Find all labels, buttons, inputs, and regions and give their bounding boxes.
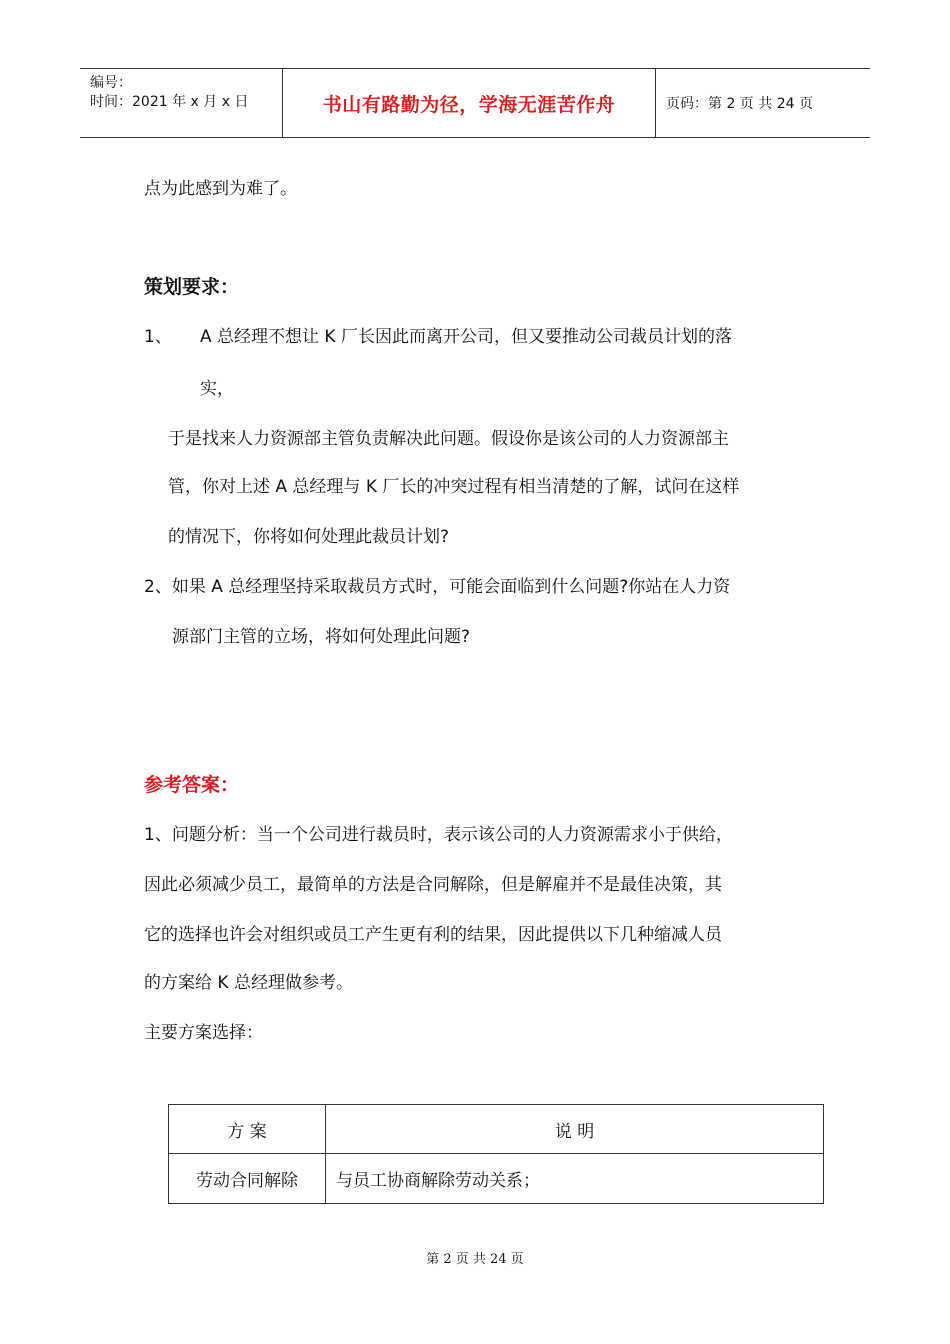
- ans1-line-2: 因此必须减少员工，最简单的方法是合同解除，但是解雇并不是最佳决策，其: [144, 875, 722, 895]
- requirements-heading: 策划要求：: [144, 276, 240, 298]
- req1-line-5: 的情况下，你将如何处理此裁员计划?: [168, 527, 450, 547]
- table-cell-description: 与员工协商解除劳动关系；: [336, 1171, 540, 1191]
- options-label: 主要方案选择：: [144, 1023, 263, 1043]
- table-cell-option: 劳动合同解除: [169, 1154, 326, 1203]
- number-label: 编号：: [90, 75, 132, 91]
- table-header-description: 说 明: [554, 1121, 595, 1142]
- page-header: [80, 68, 870, 138]
- req1-number: 1、: [144, 327, 172, 347]
- motto-text: 书山有路勤为径，学海无涯苦作舟: [322, 93, 616, 116]
- ans1-line-4: 的方案给 K 总经理做参考。: [144, 973, 353, 993]
- answer-heading: 参考答案：: [144, 774, 240, 796]
- req1-line-2: 实，: [200, 379, 234, 399]
- table-header-row: [169, 1105, 823, 1154]
- table-header-option: 方 案: [169, 1105, 326, 1153]
- req1-line-1: A 总经理不想让 K 厂长因此而离开公司，但又要推动公司裁员计划的落: [200, 327, 732, 347]
- options-table: [168, 1104, 824, 1204]
- date-label: 时间：2021 年 x 月 x 日: [90, 94, 249, 110]
- header-page-cell: [656, 69, 870, 137]
- intro-line: 点为此感到为难了。: [144, 179, 297, 199]
- table-row: [169, 1154, 823, 1203]
- ans1-line-3: 它的选择也许会对组织或员工产生更有利的结果，因此提供以下几种缩减人员: [144, 925, 722, 945]
- req2-line-2: 源部门主管的立场，将如何处理此问题?: [172, 627, 471, 647]
- req2-line-1: 2、如果 A 总经理坚持采取裁员方式时，可能会面临到什么问题?你站在人力资: [144, 577, 731, 597]
- req1-line-4: 管，你对上述 A 总经理与 K 厂长的冲突过程有相当清楚的了解，试问在这样: [168, 477, 740, 497]
- req1-line-3: 于是找来人力资源部主管负责解决此问题。假设你是该公司的人力资源部主: [168, 429, 729, 449]
- ans1-line-1: 1、问题分析：当一个公司进行裁员时，表示该公司的人力资源需求小于供给，: [144, 825, 733, 845]
- page-footer: 第 2 页 共 24 页: [426, 1252, 524, 1267]
- header-meta-cell: [80, 69, 283, 137]
- page-info: 页码：第 2 页 共 24 页: [666, 96, 813, 112]
- header-motto-cell: [283, 69, 656, 137]
